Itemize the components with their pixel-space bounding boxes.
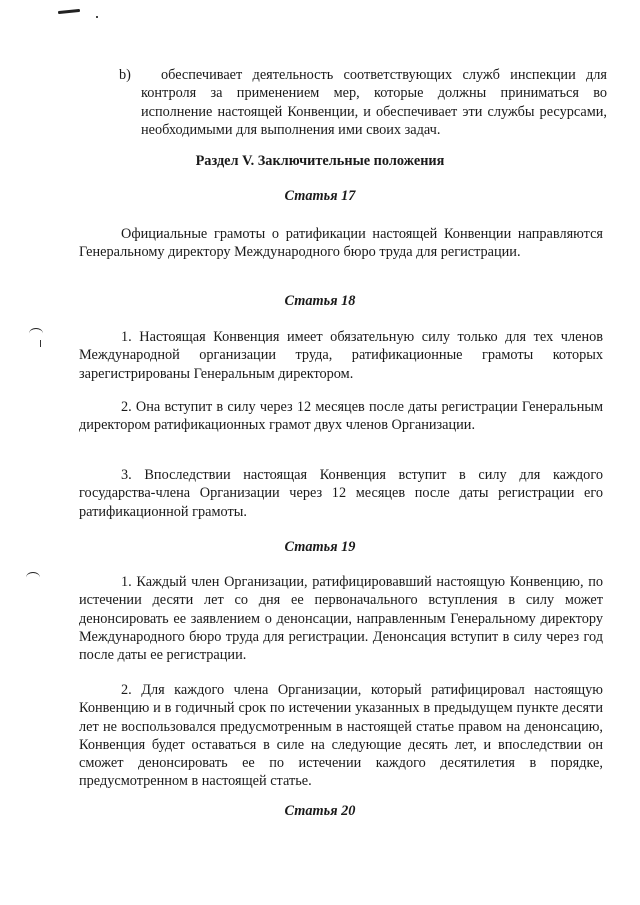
item-b-label: b) [119,67,131,83]
article-20-title: Статья 20 [284,803,356,819]
article-17-text: Официальные грамоты о ратификации настоящей Конвенции направляются Генеральному директору Международного бюро труда для регистрации. [79,226,603,261]
scan-artifact-mark [58,9,80,14]
margin-annotation-mark-2 [26,572,40,583]
article-19-paragraph-2: 2. Для каждого члена Организации, который ратифицировал настоящую Конвенцию и в годичный срок по истечении указанных в предыдущем пункте десяти лет не воспользовался предусмотренным в настоящей статье правом на денонсацию, Конвенция будет оставаться в силе на следующие десять лет, и впоследствии он сможет денонсировать ее по истечении каждого десятилетия в порядке, предусмотренном в настоящей статье. [79,682,603,790]
article-18-paragraph-1: 1. Настоящая Конвенция имеет обязательную силу только для тех членов Международной организации труда, ратификационные грамоты которых зарегистрированы Генеральным директором. [79,329,603,382]
item-b-text: обеспечивает деятельность соответствующих служб инспекции для контроля за применением мер, которые должны приниматься во исполнение настоящей Конвенции, и обеспечивает эти службы ресурсами, необходимыми для выполнения ими своих задач. [141,67,607,138]
article-18-paragraph-3: 3. Впоследствии настоящая Конвенция вступит в силу для каждого государства-члена Организации через 12 месяцев после даты регистрации его ратификационной грамоты. [79,467,603,520]
section-title: Раздел V. Заключительные положения [195,153,445,169]
margin-annotation-mark [29,328,43,339]
article-19-paragraph-1: 1. Каждый член Организации, ратифицировавший настоящую Конвенцию, по истечении десяти лет со дня ее первоначального вступления в силу может денонсировать ее заявлением о денонсации, направленным Генеральному директору Международного бюро труда для регистрации. Денонсация вступит в силу через год после даты ее регистрации. [79,574,603,664]
article-17-title: Статья 17 [284,188,356,204]
article-18-title: Статья 18 [284,293,356,309]
article-18-paragraph-2: 2. Она вступит в силу через 12 месяцев после даты регистрации Генеральным директором ратификационных грамот двух членов Организации. [79,399,603,434]
article-19-title: Статья 19 [284,539,356,555]
scan-artifact-dot [96,16,98,18]
margin-annotation-tick [40,340,41,347]
